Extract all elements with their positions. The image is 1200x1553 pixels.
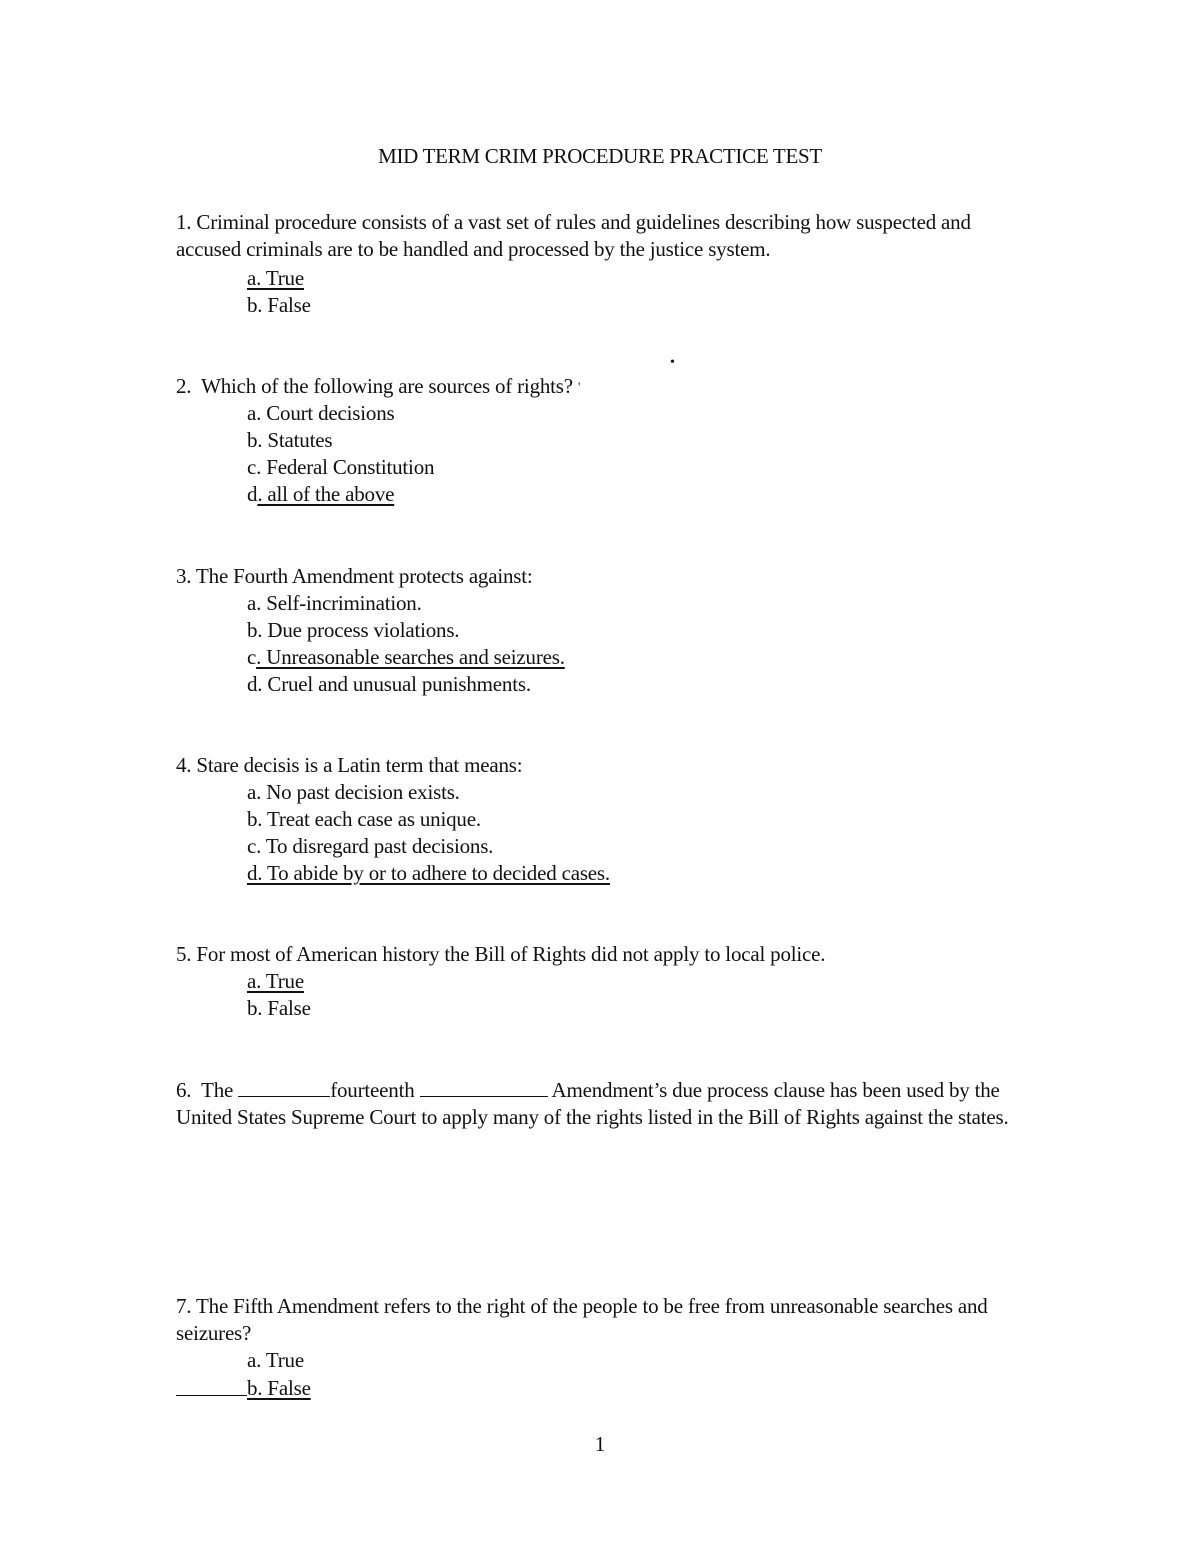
option-letter: d [247,482,258,506]
question-text: Criminal procedure consists of a vast set of rules and guidelines describing how suspected and accused criminals are to be handled and processed by the justice system. [176,210,971,261]
page-number: 1 [594,1432,606,1456]
question-3-option-b: b. Due process violations. [247,618,460,642]
fill-in-blank-line [238,1078,330,1097]
option-text: . all of the above [257,482,395,506]
question-text-after: Amendment’s due process clause has been used by the United States Supreme Court to apply many of the rights listed in the Bill of Rights against the states. [176,1078,1009,1129]
question-3-option-d: d. Cruel and unusual punishments. [247,672,531,696]
page-title: MID TERM CRIM PROCEDURE PRACTICE TEST [378,144,822,168]
question-3-option-a: a. Self-incrimination. [247,591,422,615]
stray-mark: ' [577,379,581,394]
option-text: . Unreasonable searches and seizures. [256,645,565,669]
answer-underline [176,1395,247,1396]
question-number: 4. [176,753,192,777]
question-1-option-a: a. True [247,266,304,290]
question-7 [176,1293,1026,1347]
fill-in-blank-line [420,1078,548,1097]
question-4-option-b: b. Treat each case as unique. [247,807,481,831]
question-number: 7. [176,1294,192,1318]
fill-in-answer: fourteenth [330,1078,415,1102]
question-text: The Fifth Amendment refers to the right of the people to be free from unreasonable searches and seizures? [176,1294,988,1345]
question-4-option-c: c. To disregard past decisions. [247,834,494,858]
question-7-option-a: a. True [247,1348,304,1372]
question-4-option-a: a. No past decision exists. [247,780,460,804]
question-number: 1. [176,210,192,234]
question-5-option-a: a. True [247,969,304,993]
question-text-before: The [201,1078,234,1102]
question-number: 3. [176,564,192,588]
question-6 [176,1077,1026,1131]
question-7-option-b: b. False [247,1376,311,1400]
question-1-option-b: b. False [247,293,311,317]
question-4 [176,752,1036,779]
question-2-option-c: c. Federal Constitution [247,455,435,479]
question-1 [176,209,1036,263]
question-text: For most of American history the Bill of Rights did not apply to local police. [196,942,826,966]
question-2 [176,373,1036,400]
question-text: Which of the following are sources of rights? [201,374,573,398]
question-4-option-d: d. To abide by or to adhere to decided cases. [247,861,610,885]
question-5-option-b: b. False [247,996,311,1020]
question-2-option-a: a. Court decisions [247,401,395,425]
question-3-option-c [247,644,565,671]
question-number: 6. [176,1078,192,1102]
option-letter: c [247,645,257,669]
question-number: 2. [176,374,192,398]
stray-mark: • [670,355,675,370]
question-5 [176,941,1036,968]
question-3 [176,563,1036,590]
question-2-option-d [247,481,394,508]
question-number: 5. [176,942,192,966]
question-2-option-b: b. Statutes [247,428,333,452]
question-text: The Fourth Amendment protects against: [196,564,533,588]
question-text: Stare decisis is a Latin term that means: [196,753,523,777]
